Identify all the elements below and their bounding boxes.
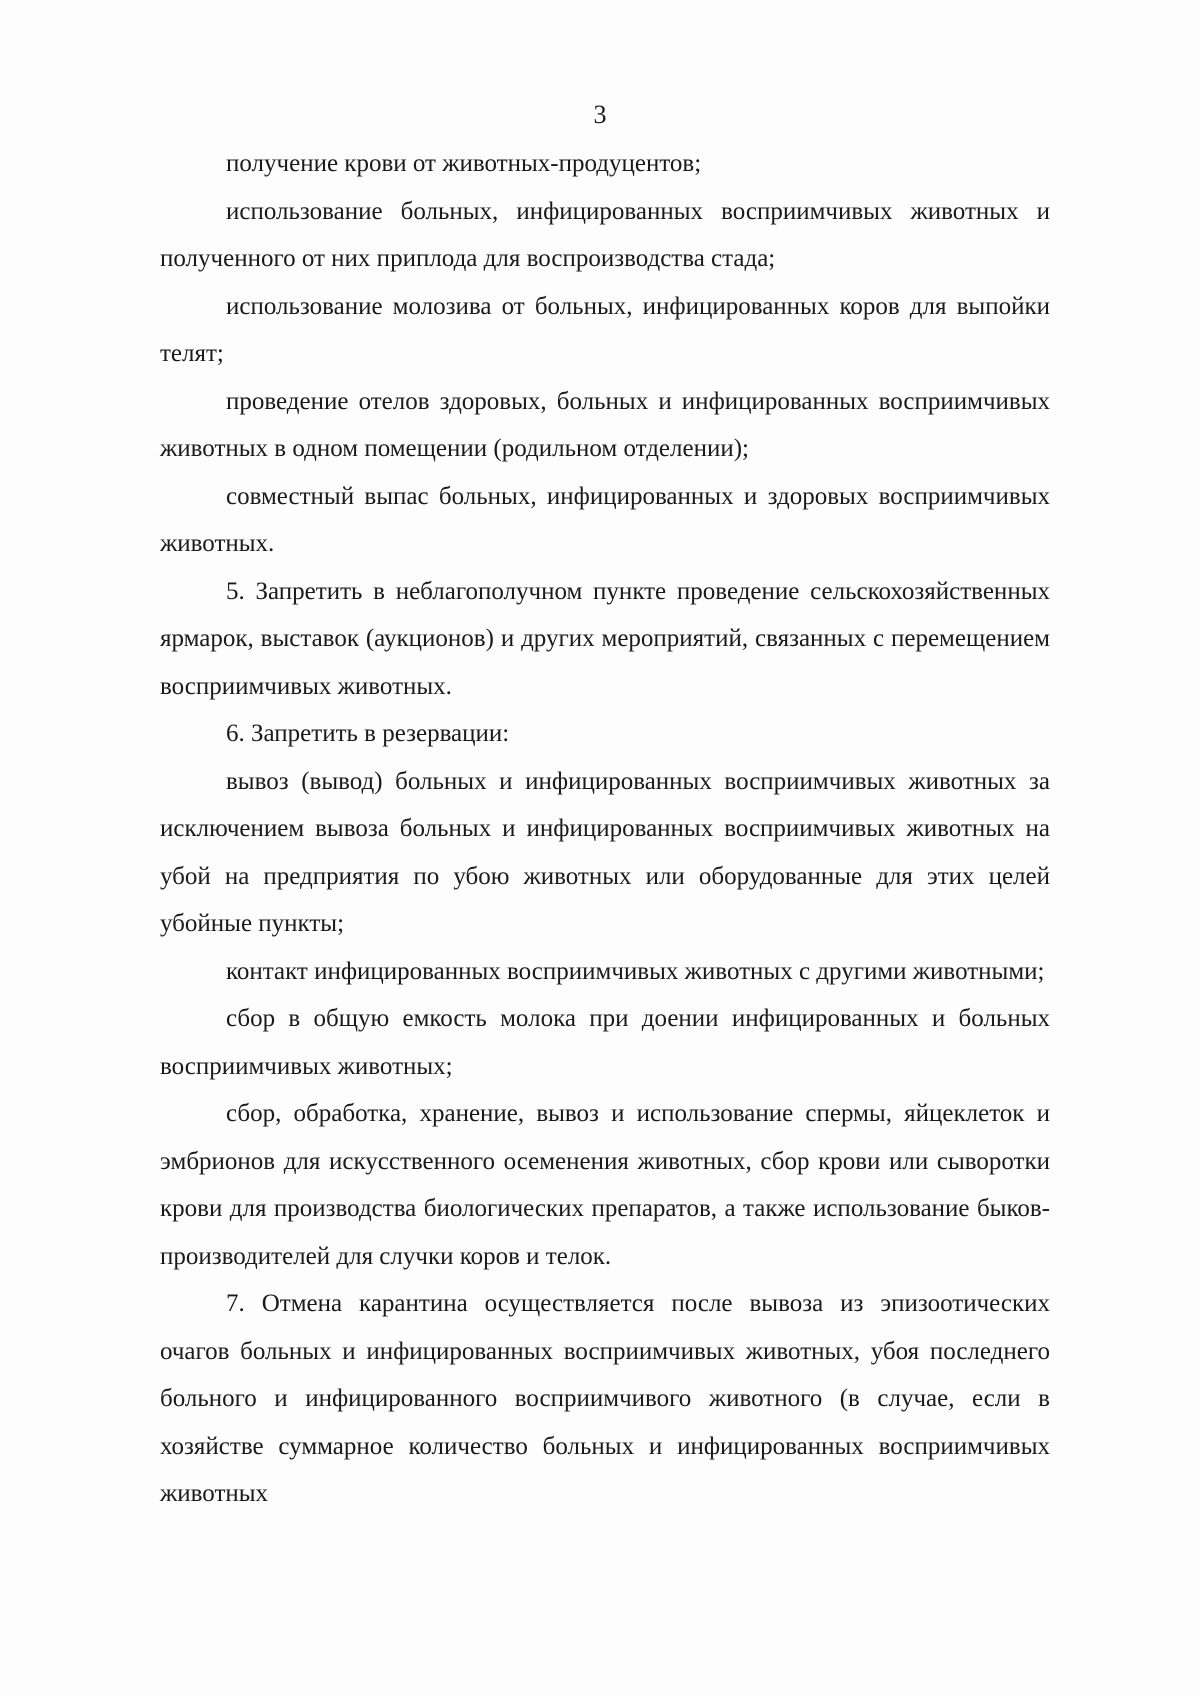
document-body xyxy=(160,140,1050,1518)
paragraph-contact: контакт инфицированных восприимчивых животных с другими животными; xyxy=(226,957,1045,985)
paragraph-use-for-reproduction: использование больных, инфицированных восприимчивых животных и полученного от них приплода для воспроизводства стада; xyxy=(160,197,1050,272)
paragraph-milk-collection: сбор в общую емкость молока при доении инфицированных и больных восприимчивых животных; xyxy=(160,1005,1050,1080)
paragraph-removal: вывоз (вывод) больных и инфицированных восприимчивых животных за исключением вывоза больных и инфицированных восприимчивых животных на убой на предприятия по убою животных или оборудованные для этих целей убойные пункты; xyxy=(160,767,1050,937)
paragraph-item-5: 5. Запретить в неблагополучном пункте проведение сельскохозяйственных ярмарок, выставок (аукционов) и других мероприятий, связанных с перемещением восприимчивых животных. xyxy=(160,577,1050,700)
paragraph-item-7: 7. Отмена карантина осуществляется после вывоза из эпизоотических очагов больных и инфицированных восприимчивых животных, убоя последнего больного и инфицированного восприимчивого животного (в случае, если в хозяйстве суммарное количество больных и инфицированных восприимчивых животных xyxy=(160,1290,1050,1507)
paragraph-joint-grazing: совместный выпас больных, инфицированных и здоровых восприимчивых животных. xyxy=(160,482,1050,557)
paragraph-blood-collection: получение крови от животных-продуцентов; xyxy=(226,150,702,177)
paragraph-calving: проведение отелов здоровых, больных и инфицированных восприимчивых животных в одном помещении (родильном отделении); xyxy=(160,387,1050,462)
page-number: 3 xyxy=(593,100,607,129)
paragraph-sperm-collection: сбор, обработка, хранение, вывоз и использование спермы, яйцеклеток и эмбрионов для искусственного осеменения животных, сбор крови или сыворотки крови для производства биологических препаратов, а также использование быков-производителей для случки коров и телок. xyxy=(160,1100,1050,1270)
paragraph-colostrum: использование молозива от больных, инфицированных коров для выпойки телят; xyxy=(160,292,1050,367)
paragraph-item-6: 6. Запретить в резервации: xyxy=(226,720,510,747)
